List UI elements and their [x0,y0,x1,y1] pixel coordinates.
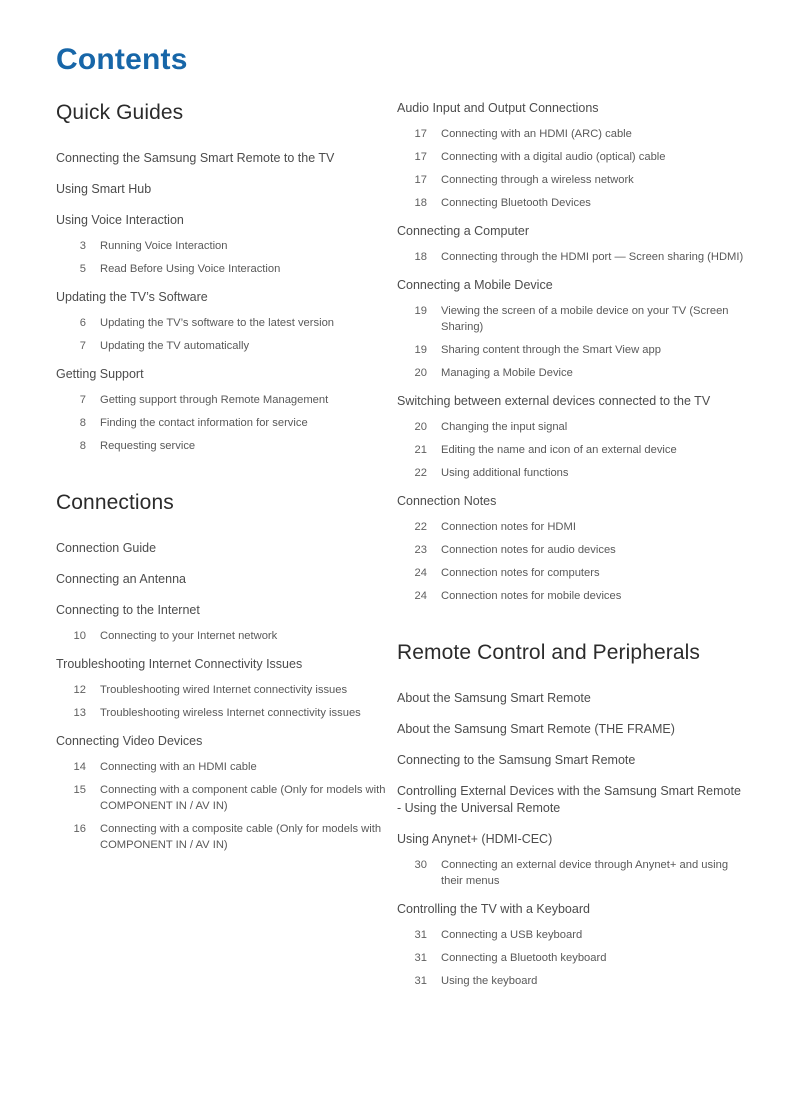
toc-entry-page-number: 24 [414,567,427,579]
toc-entry-link[interactable] [397,149,747,165]
toc-entry-label: Connecting a USB keyboard [441,929,583,941]
toc-entry-page-number: 22 [414,521,427,533]
toc-entry-label: Connecting through a wireless network [441,174,634,186]
toc-entry-label: Sharing content through the Smart View app [441,344,661,356]
toc-entry-label: Connection notes for HDMI [441,521,576,533]
toc-column-left [56,100,396,853]
toc-entry-page-number: 6 [79,317,86,329]
toc-entry-link[interactable] [56,238,396,254]
toc-entry-link[interactable] [397,950,747,966]
toc-topic-link[interactable]: Connection Notes [397,494,497,508]
toc-topic-link[interactable]: Connecting a Mobile Device [397,278,553,292]
toc-entry-link[interactable] [397,172,747,188]
toc-entry-label: Connecting with a digital audio (optical) cable [441,151,666,163]
toc-entry-link[interactable] [397,857,747,889]
toc-entry-page-number: 19 [414,344,427,356]
toc-entry-page-number: 8 [79,440,86,452]
toc-topic-link[interactable]: Using Anynet+ (HDMI-CEC) [397,832,553,846]
toc-entry-page-number: 14 [73,761,86,773]
toc-entry-label: Connection notes for audio devices [441,544,616,556]
toc-entry-link[interactable] [56,338,396,354]
toc-entry-label: Managing a Mobile Device [441,367,573,379]
toc-topic-link[interactable]: About the Samsung Smart Remote [397,691,591,705]
toc-entry-page-number: 8 [79,417,86,429]
toc-entry-page-number: 20 [414,421,427,433]
toc-entry-page-number: 31 [414,975,427,987]
toc-entry-link[interactable] [397,519,747,535]
toc-entry-label: Read Before Using Voice Interaction [100,263,281,275]
toc-topic-link[interactable]: Connection Guide [56,541,157,555]
toc-entry-label: Connection notes for mobile devices [441,590,622,602]
toc-entry-label: Updating the TV’s software to the latest version [100,317,335,329]
toc-entry-page-number: 19 [414,305,427,317]
toc-entry-link[interactable] [397,249,747,265]
toc-entry-label: Connecting to your Internet network [100,630,278,642]
chapter-heading: Remote Control and Peripherals [397,641,700,664]
toc-entry-label: Connecting with an HDMI cable [100,761,257,773]
toc-entry-page-number: 20 [414,367,427,379]
toc-entry-label: Getting support through Remote Management [100,394,329,406]
toc-entry-link[interactable] [397,542,747,558]
toc-entry-page-number: 21 [414,444,427,456]
toc-entry-page-number: 3 [79,240,86,252]
toc-entry-label: Connecting a Bluetooth keyboard [441,952,607,964]
toc-entry-label: Changing the input signal [441,421,568,433]
toc-entry-label: Connecting with a composite cable (Only for models with COMPONENT IN / AV IN) [100,823,382,851]
toc-entry-page-number: 15 [73,784,86,796]
toc-column-right [397,100,747,989]
toc-entry-link[interactable] [56,705,396,721]
toc-entry-link[interactable] [56,782,396,814]
toc-entry-link[interactable] [56,759,396,775]
toc-topic-link[interactable]: About the Samsung Smart Remote (THE FRAME) [397,722,675,736]
toc-entry-link[interactable] [397,303,747,335]
toc-entry-page-number: 5 [79,263,86,275]
toc-entry-link[interactable] [56,315,396,331]
toc-topic-link[interactable]: Controlling the TV with a Keyboard [397,902,590,916]
toc-topic-link[interactable]: Updating the TV’s Software [56,290,208,304]
toc-entry-link[interactable] [397,588,747,604]
toc-entry-link[interactable] [56,821,396,853]
toc-entry-label: Connection notes for computers [441,567,600,579]
toc-entry-link[interactable] [397,465,747,481]
toc-entry-page-number: 30 [414,859,427,871]
toc-entry-page-number: 17 [414,151,427,163]
toc-entry-label: Running Voice Interaction [100,240,228,252]
toc-entry-label: Connecting an external device through Anynet+ and using their menus [441,859,729,887]
toc-topic-link[interactable]: Using Smart Hub [56,182,152,196]
toc-entry-label: Connecting through the HDMI port — Screen sharing (HDMI) [441,251,744,263]
toc-topic-link[interactable]: Connecting Video Devices [56,734,203,748]
toc-entry-page-number: 10 [73,630,86,642]
toc-entry-page-number: 23 [414,544,427,556]
toc-entry-link[interactable] [397,195,747,211]
toc-entry-link[interactable] [56,261,396,277]
toc-entry-link[interactable] [397,365,747,381]
toc-topic-link[interactable]: Troubleshooting Internet Connectivity Issues [56,657,303,671]
toc-topic-link[interactable]: Switching between external devices connected to the TV [397,394,711,408]
toc-topic-link[interactable]: Connecting the Samsung Smart Remote to the TV [56,151,335,165]
toc-entry-label: Troubleshooting wired Internet connectivity issues [100,684,348,696]
toc-entry-label: Connecting with an HDMI (ARC) cable [441,128,632,140]
toc-entry-label: Connecting with a component cable (Only for models with COMPONENT IN / AV IN) [100,784,386,812]
chapter-heading: Connections [56,491,174,514]
toc-entry-link[interactable] [397,126,747,142]
toc-entry-label: Troubleshooting wireless Internet connectivity issues [100,707,361,719]
toc-entry-link[interactable] [397,927,747,943]
toc-entry-label: Updating the TV automatically [100,340,250,352]
toc-entry-link[interactable] [397,973,747,989]
toc-entry-link[interactable] [56,682,396,698]
toc-entry-label: Viewing the screen of a mobile device on your TV (Screen Sharing) [441,305,729,333]
toc-entry-page-number: 18 [414,197,427,209]
toc-entry-link[interactable] [397,565,747,581]
toc-entry-link[interactable] [397,342,747,358]
toc-entry-page-number: 31 [414,952,427,964]
toc-entry-page-number: 7 [79,340,86,352]
toc-entry-page-number: 31 [414,929,427,941]
toc-entry-link[interactable] [397,442,747,458]
toc-entry-page-number: 17 [414,174,427,186]
toc-entry-link[interactable] [56,438,396,454]
toc-entry-page-number: 18 [414,251,427,263]
toc-topic-link[interactable]: Connecting to the Internet [56,603,200,617]
toc-columns [56,100,747,989]
toc-entry-link[interactable] [56,415,396,431]
toc-entry-page-number: 16 [73,823,86,835]
toc-entry-label: Using additional functions [441,467,569,479]
toc-entry-label: Using the keyboard [441,975,538,987]
toc-topic-link[interactable]: Connecting to the Samsung Smart Remote [397,753,636,767]
page-title: Contents [56,43,188,76]
toc-entry-label: Connecting Bluetooth Devices [441,197,591,209]
toc-entry-page-number: 7 [79,394,86,406]
toc-entry-label: Finding the contact information for service [100,417,308,429]
toc-entry-label: Requesting service [100,440,196,452]
toc-entry-page-number: 24 [414,590,427,602]
chapter-heading: Quick Guides [56,101,184,124]
toc-entry-page-number: 12 [73,684,86,696]
toc-entry-link[interactable] [56,392,396,408]
toc-topic-link[interactable]: Getting Support [56,367,144,381]
toc-entry-page-number: 17 [414,128,427,140]
toc-entry-page-number: 22 [414,467,427,479]
toc-entry-link[interactable] [56,628,396,644]
toc-entry-page-number: 13 [73,707,86,719]
toc-topic-link[interactable]: Connecting an Antenna [56,572,186,586]
toc-topic-link[interactable]: Connecting a Computer [397,224,530,238]
toc-topic-link[interactable]: Audio Input and Output Connections [397,101,599,115]
toc-topic-link[interactable]: Using Voice Interaction [56,213,184,227]
toc-topic-link[interactable]: Controlling External Devices with the Samsung Smart Remote - Using the Universal Remote [397,784,741,815]
toc-entry-label: Editing the name and icon of an external device [441,444,677,456]
toc-entry-link[interactable] [397,419,747,435]
